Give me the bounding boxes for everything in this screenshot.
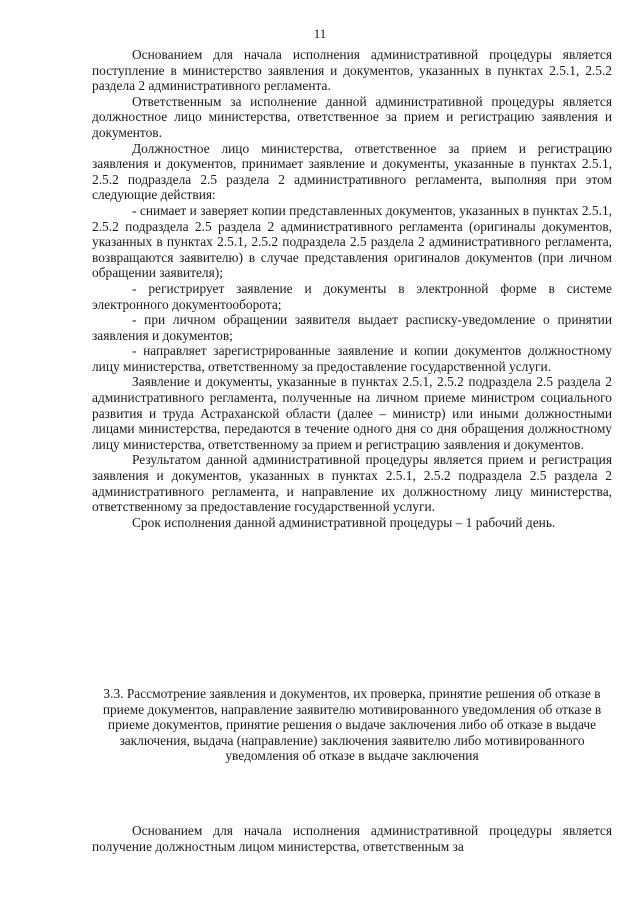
paragraph-result: Результатом данной административной процедуры является прием и регистрация заявления и документов, указанных в пунктах 2.5.1, 2.5.2 подраздела 2.5 раздела 2 административного регламента, и направление их должностному лицу министерства, ответственному за предоставление государственной услуги. xyxy=(92,452,612,515)
paragraph-responsible: Ответственным за исполнение данной административной процедуры является должностное лицо министерства, ответственное за прием и регистрацию заявления и документов. xyxy=(92,93,612,140)
list-item-register: - регистрирует заявление и документы в электронной форме в системе электронного документооборота; xyxy=(92,280,612,312)
section-heading: 3.3. Рассмотрение заявления и документов, их проверка, принятие решения об отказе в приеме документов, направление заявителю мотивированного уведомления об отказе в приеме документов, принятие решения о выдаче заключения либо об отказе в выдаче заключения, выдача (направление) заключения заявителю либо мотивированного уведомления об отказе в выдаче заключения xyxy=(102,686,602,764)
list-item-receipt: - при личном обращении заявителя выдает расписку-уведомление о принятии заявления и документов; xyxy=(92,312,612,343)
body-text xyxy=(92,47,612,530)
paragraph-next-basis: Основанием для начала исполнения административной процедуры является получение должностным лицом министерства, ответственным за xyxy=(92,823,612,854)
tail-section xyxy=(92,823,612,854)
paragraph-basis: Основанием для начала исполнения административной процедуры является поступление в министерство заявления и документов, указанных в пунктах 2.5.1, 2.5.2 раздела 2 административного регламента. xyxy=(92,47,612,94)
list-item-forward: - направляет зарегистрированные заявление и копии документов должностному лицу министерства, ответственному за предоставление государственной услуги. xyxy=(92,343,612,374)
paragraph-personal-reception: Заявление и документы, указанные в пунктах 2.5.1, 2.5.2 подраздела 2.5 раздела 2 административного регламента, полученные на личном приеме министром социального развития и труда Астраханской области (далее – министр) или иными должностными лицами министерства, передаются в течение одного дня со дня обращения должностному лицу министерства, ответственному за прием и регистрацию заявления и документов. xyxy=(92,374,612,452)
list-item-copies: - снимает и заверяет копии представленных документов, указанных в пунктах 2.5.1, 2.5.2 подраздела 2.5 раздела 2 административного регламента (оригиналы документов, указанных в пунктах 2.5.1, 2.5.2 подраздела 2.5 раздела 2 административного регламента, возвращаются заявителю) в случае представления оригиналов документов (при личном обращении заявителя); xyxy=(92,202,612,281)
paragraph-deadline: Срок исполнения данной административной процедуры – 1 рабочий день. xyxy=(132,514,556,530)
paragraph-official-actions: Должностное лицо министерства, ответственное за прием и регистрацию заявления и документов, принимает заявление и документы, указанные в пунктах 2.5.1, 2.5.2 подраздела 2.5 раздела 2 административного регламента, выполняя при этом следующие действия: xyxy=(92,140,612,203)
page-number: 11 xyxy=(313,26,327,41)
